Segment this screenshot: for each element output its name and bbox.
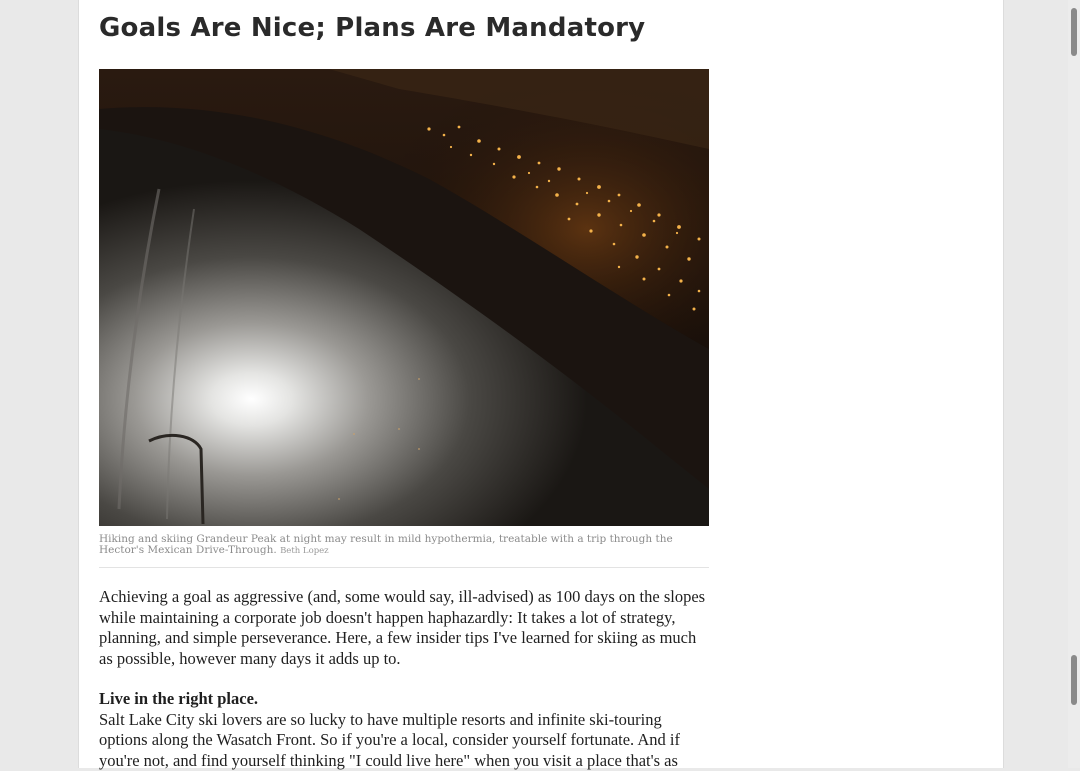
night-ski-photo — [99, 69, 709, 526]
caption-text: Hiking and skiing Grandeur Peak at night may result in mild hypothermia, treatable with a trip through the Hector's Mexican Drive-Through. — [99, 533, 673, 556]
page-scrollbar[interactable] — [1068, 0, 1080, 768]
scrollbar-thumb-top[interactable] — [1071, 8, 1077, 56]
section-paragraph: Salt Lake City ski lovers are so lucky to have multiple resorts and infinite ski-touring options along the Wasatch Front. So if you're a local, consider yourself fortunate. And if you're not, and find yourself thinking "I could live here" when you visit a place that's as — [99, 710, 709, 771]
article-body — [99, 587, 709, 771]
paragraph-gap — [99, 669, 709, 689]
section-heading: Live in the right place. — [99, 689, 709, 710]
intro-paragraph: Achieving a goal as aggressive (and, some would say, ill-advised) as 100 days on the slopes while maintaining a corporate job doesn't happen haphazardly: It takes a lot of strategy, planning, and simple perseverance. Here, a few insider tips I've learned for skiing as much as possible, however many days it adds up to. — [99, 587, 709, 669]
article-title: Goals Are Nice; Plans Are Mandatory — [99, 10, 799, 46]
caption-divider — [99, 567, 709, 568]
scrollbar-thumb[interactable] — [1071, 655, 1077, 705]
article-page — [78, 0, 1004, 768]
photo-credit: Beth Lopez — [280, 546, 329, 556]
photo-caption — [99, 534, 709, 557]
